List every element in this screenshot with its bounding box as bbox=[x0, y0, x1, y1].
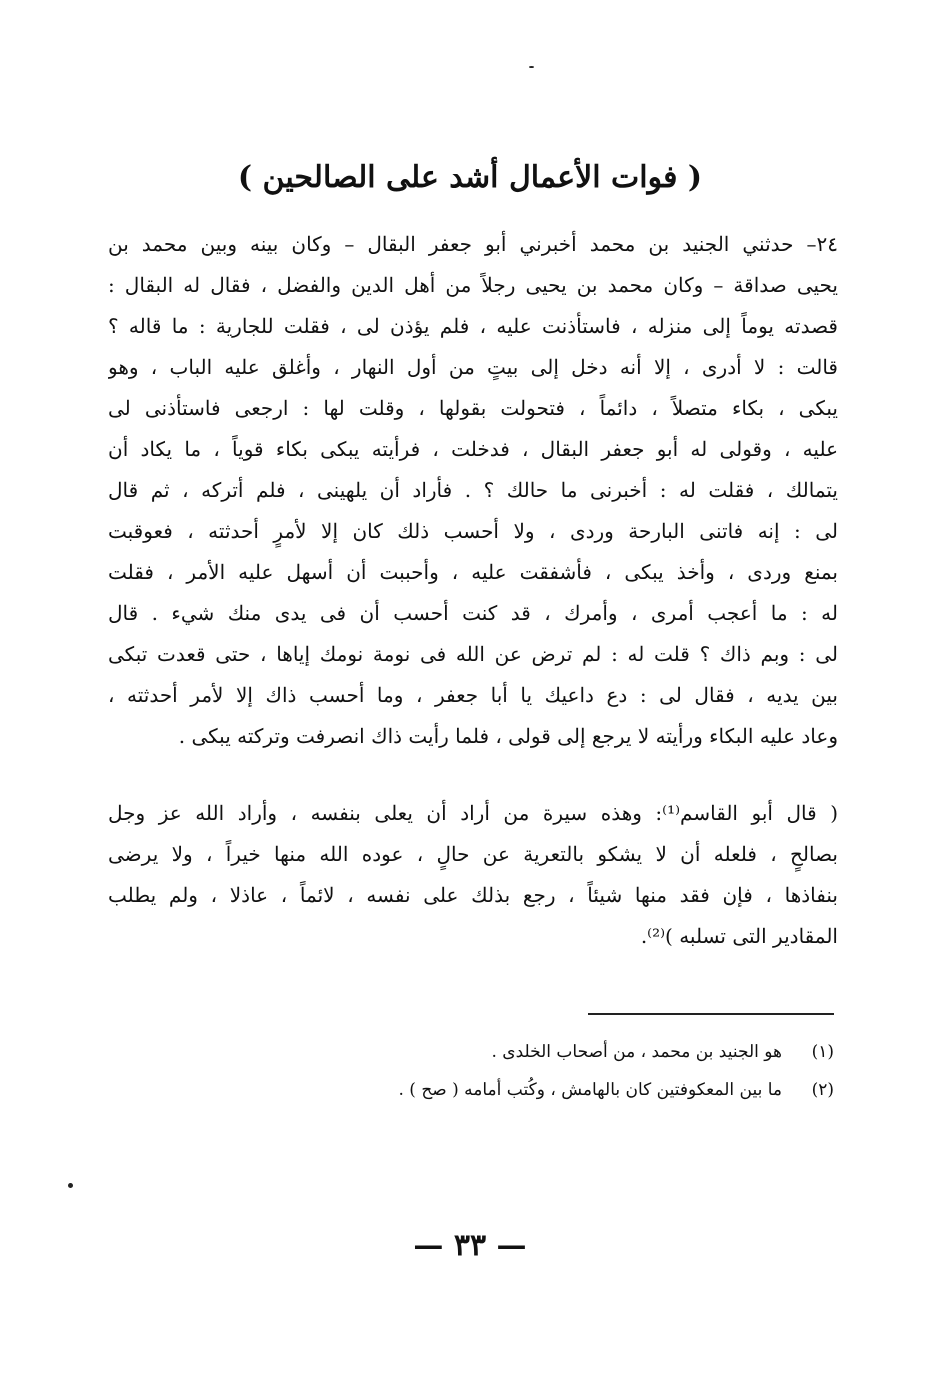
text-line: قصدته يوماً إلى منزله ، فاستأذنت عليه ، فلم يؤذن لى ، فقلت للجارية : ما قاله ؟ bbox=[108, 314, 838, 338]
text-line: يتمالك ، فقلت له : أخبرنى ما حالك ؟ . فأراد أن يلهينى ، فلم أتركه ، ثم قال bbox=[108, 478, 838, 502]
footnote bbox=[398, 1071, 834, 1109]
text-line: قالت : لا أدرى ، إلا أنه دخل إلى بيتٍ من أول النهار ، وأغلق عليه الباب ، وهو bbox=[108, 355, 838, 379]
text-line: بنفاذها ، فإن فقد منها شيئاً ، رجع بذلك على نفسه ، لائماً ، عاذلا ، ولم يطلب bbox=[108, 883, 838, 907]
footnotes bbox=[398, 1033, 834, 1109]
ink-speck bbox=[68, 1183, 73, 1188]
text-line: بصالحٍ ، فلعله أن لا يشكو بالتعرية عن حالٍ ، عوده الله منها خيراً ، ولا يرضى bbox=[108, 842, 838, 866]
text-line: له : ما أعجب أمرى ، وأمرك ، قد كنت أحسب أن فى يدى منك شيء . قال bbox=[108, 601, 838, 625]
section-title: ( فوات الأعمال أشد على الصالحين ) bbox=[237, 160, 703, 195]
commentary-paragraph bbox=[108, 793, 838, 957]
text-line: المقادير التى تسلبه )⁽²⁾. bbox=[640, 924, 838, 948]
ink-speck bbox=[529, 66, 534, 68]
text-line: بين يديه ، فقال لى : دع داعيك يا أبا جعفر ، وما أحسب ذاك إلا لأمر أحدثته ، bbox=[108, 683, 838, 707]
text-line: لى : وبم ذاك ؟ قلت له : لم ترض عن الله فى نومة نومك إياها ، حتى قعدت تبكى bbox=[108, 642, 838, 666]
text-line: لى : إنه فاتنى البارحة وردى ، ولا أحسب ذلك كان إلا لأمرٍ أحدثته ، فعوقبت bbox=[108, 519, 838, 543]
text-line: ٢٤– حدثني الجنيد بن محمد أخبرني أبو جعفر البقال – وكان بينه وبين محمد بن bbox=[108, 232, 838, 256]
footnote-text: ما بين المعكوفتين كان بالهامش ، وكُتب أمامه ( صح ) . bbox=[398, 1080, 782, 1100]
footnote-number: (١) bbox=[811, 1042, 834, 1062]
text-line: يحيى صداقة – وكان محمد بن يحيى رجلاً من أهل الدين والفضل ، فقال له البقال : bbox=[108, 273, 838, 297]
text-line: عليه ، وقولى له أبو جعفر البقال ، فدخلت ، فرأيته يبكى بكاء قوياً ، ما يكاد أن bbox=[108, 437, 838, 461]
footnote-number: (٢) bbox=[811, 1080, 834, 1100]
footnote bbox=[398, 1033, 834, 1071]
page-number: — ٣٣ — bbox=[413, 1228, 527, 1263]
text-line: بمنع وردى ، وأخذ يبكى ، فأشفقت عليه ، وأحببت أن أسهل عليه الأمر ، فقلت bbox=[108, 560, 838, 584]
footnote-divider bbox=[588, 1013, 834, 1015]
text-line: ( قال أبو القاسم⁽¹⁾: وهذه سيرة من أراد أن يعلى بنفسه ، وأراد الله عز وجل bbox=[108, 801, 838, 825]
text-line: يبكى ، بكاء متصلاً ، دائماً ، فتحولت بقولها ، وقلت لها : ارجعى فاستأذنى لى bbox=[108, 396, 838, 420]
footnote-text: هو الجنيد بن محمد ، من أصحاب الخلدى . bbox=[491, 1042, 782, 1062]
main-paragraph bbox=[108, 224, 838, 757]
text-line: وعاد عليه البكاء ورأيته لا يرجع إلى قولى ، فلما رأيت ذاك انصرفت وتركته يبكى . bbox=[178, 724, 838, 748]
